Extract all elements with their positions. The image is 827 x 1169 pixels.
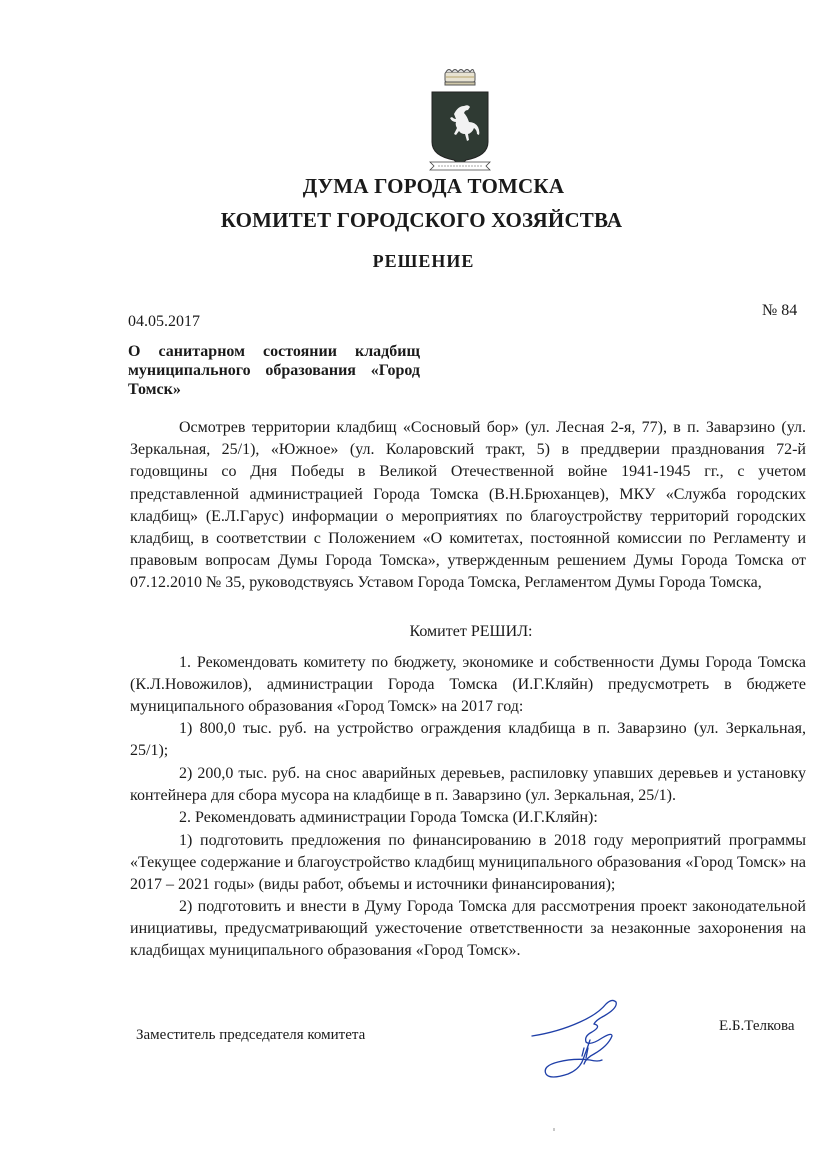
signatory-name: Е.Б.Телкова — [719, 1018, 795, 1034]
handwritten-signature-icon — [528, 996, 638, 1080]
tomsk-coat-of-arms-icon — [424, 66, 496, 174]
resolution-subitem-2-1: 1) подготовить предложения по финансированию в 2018 году мероприятий программы «Текущее содержание и благоустройство кладбищ муниципального образования «Город Томск» на 2017 – 2021 годы» (виды работ, объемы и источники финансирования); — [130, 832, 806, 894]
scan-artifact — [553, 1128, 555, 1131]
preamble-paragraph: Осмотрев территории кладбищ «Сосновый бор» (ул. Лесная 2-я, 77), в п. Заварзино (ул. Зеркальная, 25/1), «Южное» (ул. Коларовский тракт, 5) в преддверии празднования 72-й годовщины со Дня Победы в Великой Отечественной войне 1941-1945 гг., с учетом представленной администрацией Города Томска (В.Н.Брюханцев), МКУ «Служба городских кладбищ» (Е.Л.Гарус) информации о мероприятиях по благоустройству территорий городских кладбищ, в соответствии с Положением «О комитетах, постоянной комиссии по Регламенту и правовым вопросам Думы Города Томска», утвержденным решением Думы Города Томска от 07.12.2010 № 35, руководствуясь Уставом Города Томска, Регламентом Думы Города Томска, — [130, 419, 806, 592]
document-type: РЕШЕНИЕ — [372, 251, 475, 271]
document-subject: О санитарном состоянии кладбищ муниципального образования «Город Томск» — [128, 343, 420, 398]
resolution-item-2: 2. Рекомендовать администрации Города Томска (И.Г.Кляйн): — [179, 809, 598, 826]
resolution-item-1: 1. Рекомендовать комитету по бюджету, экономике и собственности Думы Города Томска (К.Л.Новожилов), администрации Города Томска (И.Г.Кляйн) предусмотреть в бюджете муниципального образования «Город Томск» на 2017 год: — [130, 654, 806, 716]
committee-title: КОМИТЕТ ГОРОДСКОГО ХОЗЯЙСТВА — [220, 208, 623, 232]
signatory-role: Заместитель председателя комитета — [136, 1027, 366, 1043]
resolution-subitem-1-2: 2) 200,0 тыс. руб. на снос аварийных деревьев, распиловку упавших деревьев и установку контейнера для сбора мусора на кладбище в п. Заварзино (ул. Зеркальная, 25/1). — [130, 765, 806, 805]
document-number: № 84 — [762, 302, 798, 319]
resolved-heading: Комитет РЕШИЛ: — [409, 623, 533, 640]
document-date: 04.05.2017 — [128, 313, 200, 330]
resolution-subitem-1-1: 1) 800,0 тыс. руб. на устройство ограждения кладбища в п. Заварзино (ул. Зеркальная, 25/1); — [130, 720, 806, 760]
resolution-subitem-2-2: 2) подготовить и внести в Думу Города Томска для рассмотрения проект законодательной инициативы, предусматривающий ужесточение ответственности за незаконные захоронения на кладбищах муниципального образования «Город Томск». — [130, 898, 806, 960]
organization-title: ДУМА ГОРОДА ТОМСКА — [302, 174, 565, 198]
